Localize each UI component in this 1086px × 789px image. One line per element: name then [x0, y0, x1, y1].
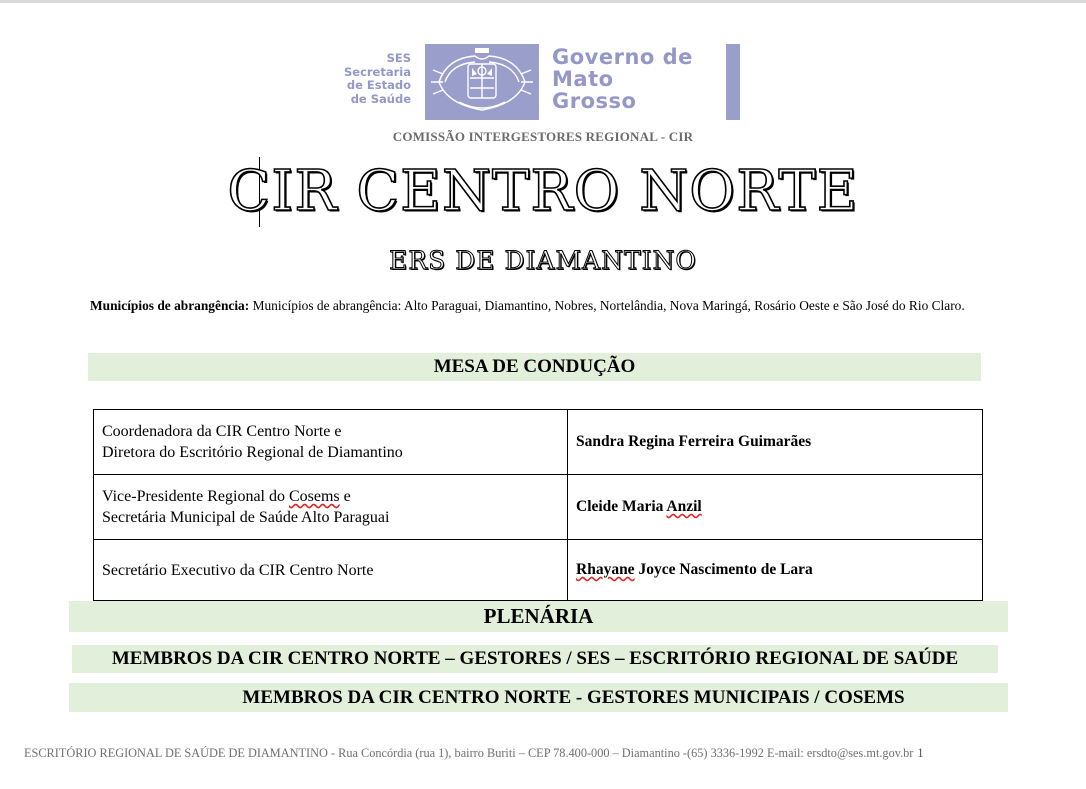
ses-line: de Estado: [346, 78, 411, 92]
footer-text: ESCRITÓRIO REGIONAL DE SAÚDE DE DIAMANTINO - Rua Concórdia (rua 1), bairro Buriti – CEP 78.400-000 – Diamantino -(65) 3336-1992 E-mail: ersdto@ses.mt.gov.br: [24, 746, 914, 760]
logo-bar: [726, 44, 740, 120]
municipalities-text: Municípios de abrangência: Alto Paraguai, Diamantino, Nobres, Nortelândia, Nova Maringá, Rosário Oeste e São José do Rio Claro.: [249, 298, 965, 313]
mesa-table: [93, 409, 983, 601]
name-cell: Sandra Regina Ferreira Guimarães: [568, 410, 983, 475]
municipal-members-heading: MEMBROS DA CIR CENTRO NORTE - GESTORES MUNICIPAIS / COSEMS: [69, 683, 1008, 712]
gov-line: Grosso: [552, 89, 637, 113]
name-cell: [568, 540, 983, 601]
table-row: [94, 540, 983, 601]
ses-line: de Saúde: [350, 91, 411, 106]
window-top-border: [0, 0, 1086, 3]
ses-members-heading: MEMBROS DA CIR CENTRO NORTE – GESTORES / SES – ESCRITÓRIO REGIONAL DE SAÚDE: [72, 645, 998, 673]
ses-logo-text: [330, 52, 411, 106]
role-cell: Secretário Executivo da CIR Centro Norte: [94, 540, 568, 601]
municipalities-paragraph: [90, 298, 990, 314]
role-line: Diretora do Escritório Regional de Diamantino: [102, 444, 403, 461]
role-cell: [94, 475, 568, 540]
role-line: Secretária Municipal de Saúde Alto Paraguai: [102, 509, 390, 526]
plenaria-heading: PLENÁRIA: [69, 601, 1008, 632]
name-cell: [568, 475, 983, 540]
spellcheck-word[interactable]: Rhayane: [576, 561, 635, 578]
document-title: CIR CENTRO NORTE: [227, 159, 859, 224]
document-subtitle: ERS DE DIAMANTINO: [389, 246, 697, 275]
role-text: e: [339, 488, 351, 505]
name-text: Joyce Nascimento de Lara: [634, 561, 813, 578]
coat-of-arms-icon: [425, 44, 539, 120]
municipalities-label: Municípios de abrangência:: [90, 298, 250, 313]
ses-line: SES: [386, 51, 411, 65]
name-text: Cleide Maria: [576, 498, 667, 515]
role-line: [102, 486, 559, 507]
table-row: [94, 410, 983, 475]
governo-logo-text: [552, 46, 693, 112]
spellcheck-word[interactable]: Cosems: [288, 488, 340, 505]
role-text: Vice-Presidente Regional do: [102, 488, 289, 505]
mesa-heading: MESA DE CONDUÇÃO: [88, 353, 981, 381]
page-number: 1: [917, 746, 924, 760]
page-footer: [24, 746, 1074, 761]
gov-line: Governo de: [552, 45, 693, 69]
gov-line: Mato: [552, 67, 614, 91]
commission-subtitle: COMISSÃO INTERGESTORES REGIONAL - CIR: [392, 129, 694, 144]
ses-line: Secretaria: [343, 64, 411, 79]
spellcheck-word[interactable]: Anzil: [666, 498, 702, 515]
role-line: Coordenadora da CIR Centro Norte e: [102, 423, 342, 440]
table-row: [94, 475, 983, 540]
government-logo: [330, 42, 742, 122]
role-cell: [94, 410, 568, 475]
